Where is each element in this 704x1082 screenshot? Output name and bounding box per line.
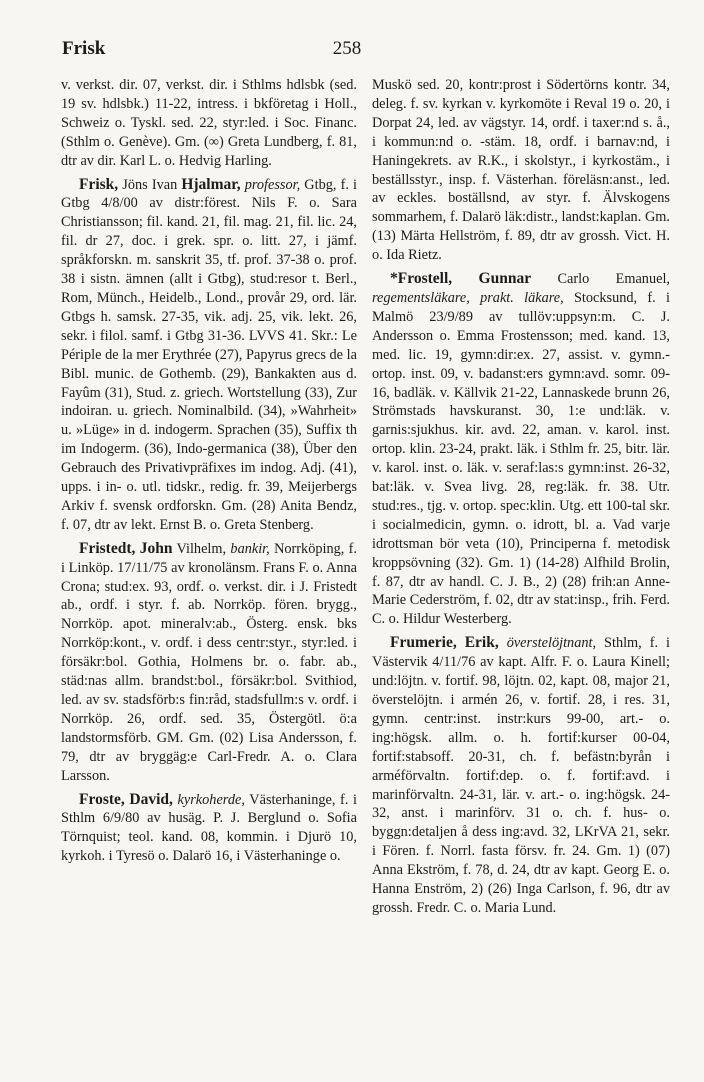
entry-body: Stocksund, f. i Malmö 23/9/89 av tullöv:uppsyn:m. C. J. Andersson o. Emma Frostensson; med. kand. 13, med. lic. 19, gymn:dir:ex. 27, assist. v. gymn.-ortop. inst. 09, v. badanst:ers gymn:avd. somr. 09-16, badläk. v. Källvik 21-22, Lannaskede brunn 26, Strömstads havskuranst. 30, 1:e und:läk. v. garnis:sjukhus. kir. avd. 22, aman. v. karol. inst. ortop. klin. 23-24, prakt. läk. i Sthlm fr. 25, bitr. lär. v. karol. inst. o. läk. v. seraf:las:s gymn:inst. 26-32, bat:läk. v. Svea livg. 28, reg:läk. fr. 38. Utr. stud:res., tjg. v. ortop. spec:klin. Utg. ett 100-tal skr. i socialmedicin, gymn. o. idrott, bl. a. Vad varje idrottsman bör veta (10), Principerna f. metodisk kroppsövning (32). Gm. 1) (14-28) Alfhild Brolin, f. 87, dtr av handl. C. J. B., 2) (28) frih:an Anne-Marie Cederström, f. 02, dtr av stat:insp., frih. Ferd. C. o. Hildur Westerberg.: [372, 289, 670, 628]
entry-body: Sthlm, f. i Västervik 4/11/76 av kapt. Alfr. F. o. Laura Kinell; und:löjtn. v. fortif. 98, löjtn. 02, kapt. 08, major 21, överstelöjtn. i armén 26, v. fortif. 28, i res. 31, gymn. centr:inst. instr:kurs 99-00, art.- o. ing:högsk. allm. o. h. fortif:kurser 00-04, fortif:stabsoff. 20-31, ch. f. befästn:byrån i arméförvaltn. fortif:dep. o. f. fortif:avd. i marinförvaltn. 24-31, lär. v. art.- o. ing:högsk. 24-32, anst. i marinförv. 31 o. ch. f. hus- o. byggn:detaljen å dess ing:avd. 32, LKrVA 21, sekr. i Fören. f. Norrl. fasta försv. fr. 24. Gm. 1) (07) Anna Ekström, f. 78, d. 24, dtr av kapt. Georg E. o. Hanna Enström, 2) (26) Inga Carlson, f. 96, dtr av grossh. Fredr. C. o. Maria Lund.: [372, 635, 671, 916]
entry-given-names: [457, 635, 465, 651]
entry-call-name: Gunnar: [478, 270, 532, 288]
entry-surname: Frumerie,: [390, 634, 457, 652]
entry-surname: Frisk,: [79, 175, 119, 193]
entry-surname: Froste,: [79, 790, 125, 808]
entry-body: Norrköping, f. i Linköp. 17/11/75 av kronolänsm. Frans F. o. Anna Crona; stud:ex. 93, ordf. o. verkst. dir. i J. Fristedt ab., ordf. i styr. f. ab. Norrköp. fören. brygg., Norrköp. apot. mineralv:ab., Österg. ensk. bks Norrköp:kont., v. ordf. i dess centr:styr., styr:led. i försäkr:bol. Gothia, Holmens br. o. fabr. ab., städ:nas allm. brandst:bol., försäkr:bol. Svithiod, led. av sv. stadsförb:s fin:råd, stadsfullm:s v. ordf. i Norrköp. 26, ordf. sed. 35, Östergötl. ö:a landstormsförb. GM. Gm. (02) Lisa Andersson, f. 79, dtr av bryggäg:e Carl-Fredr. A. o. Clara Larsson.: [61, 540, 357, 784]
entry-call-name: Erik,: [464, 634, 499, 652]
entry-frisk: [61, 176, 357, 535]
entry-title: professor,: [240, 176, 301, 193]
entry-surname: *Frostell,: [390, 270, 453, 288]
entry-given-names: Jöns Ivan: [118, 176, 182, 193]
entry-call-name: John: [139, 539, 173, 557]
continued-entry: v. verkst. dir. 07, verkst. dir. i Sthlms hdlsbk (sed. 19 sv. hdlsbk.) 11-22, intress. i bkföretag i Holl., Schweiz o. Tyskl. sed. 22, styr:led. i Soc. Financ. (Sthlm o. Genève). Gm. (∞) Greta Lundberg, f. 81, dtr av dir. Karl L. o. Hedvig Harling.: [61, 77, 357, 169]
entry-body: Västerhaninge, f. i Sthlm 6/9/80 av husäg. P. J. Berglund o. Sofia Törnquist; teol. kand. 08, kommin. i Djurö 10, kyrkoh. i Tyresö o. Dalarö 16, i Västerhaninge o.: [61, 791, 358, 865]
entry-title: kyrkoherde,: [172, 791, 245, 808]
entry-given-names: [452, 271, 478, 287]
entry-froste: [61, 791, 357, 867]
entry-title: bankir,: [230, 540, 270, 557]
continued-entry: Muskö sed. 20, kontr:prost i Södertörns kontr. 34, deleg. f. sv. kyrkan v. kyrkomöte i Reval 19 o. 20, i Dorpat 24, led. av vägstyr. 14, ordf. i taxer:nd s. å., i kommun:nd o. -stäm. 18, ordf. i barnav:nd, i Haningekrets. av R.K., i skolstyr., i kyrkostäm., i beställsstyr., insp. f. Västerhan. föreläsn:anst., led. av eckles. boställsnd, av styr. f. Älvskogens sommarhem, f. Dalarö läk:distr., landst:kaplan. Gm. (13) Märta Hellström, f. 89, dtr av grossh. Vict. H. o. Ida Rietz.: [372, 77, 670, 264]
running-head: Frisk: [62, 38, 106, 59]
entry-frostell: [372, 270, 670, 629]
entry-fristedt: [61, 540, 357, 786]
entry-title: överstelöjtnant,: [498, 635, 597, 652]
entry-given-names-rest: Carlo Emanuel,: [531, 271, 670, 288]
entry-body: Gtbg, f. i Gtbg 4/8/00 av distr:förest. Nils F. o. Sara Christiansson; fil. kand. 21, fil. mag. 21, fil. lic. 24, fil. dr 27, doc. i grek. spr. o. litt. 27, i jämf. språkforskn. m. sanskrit 35, tf. prof. 37-38 o. prof. 38 i sistn. ämnen (allt i Gtbg), stud:resor t. Berl., Rom, Münch., Heidelb., Lond., provår 29, ord. lär. Gtbgs h. samsk. 27-35, vik. adj. 25, vik. lekt. 26, sekr. i filol. samf. i Gtbg 31-36. LVVS 41. Skr.: Le Périple de la mer Erythrée (27), Papyrus grecs de la Bibl. munic. de Gothemb. (29), Bankakten aus d. Fayûm (31), Stud. z. griech. Wortstellung (33), Zur indoiran. u. griech. Nominalbild. (34), »Wahrheit» u. »Lüge» in d. indogerm. Sprachen (35), Suffix th im Indogerm. (36), Indo-germanica (38), Über den Gebrauch des Privativpräfixes im indog. Adj. (41), upps. i in- o. utl. tidskr., redig. fr. 39, Meijerbergs Arkiv f. svensk ordforskn. Gm. (28) Anita Bendz, f. 07, dtr av lekt. Ernst B. o. Greta Stenberg.: [61, 176, 357, 533]
page-number: 258: [332, 38, 362, 59]
page-header: [62, 38, 632, 68]
entry-frumerie: [372, 634, 670, 918]
entry-call-name: Hjalmar,: [181, 175, 241, 193]
entry-title: regementsläkare, prakt. läkare,: [372, 289, 564, 306]
right-column: [372, 76, 670, 918]
entry-given-names-rest: Vilhelm,: [172, 540, 231, 557]
left-column: [61, 76, 357, 866]
entry-call-name: David,: [129, 790, 173, 808]
entry-surname: Fristedt,: [79, 539, 136, 557]
